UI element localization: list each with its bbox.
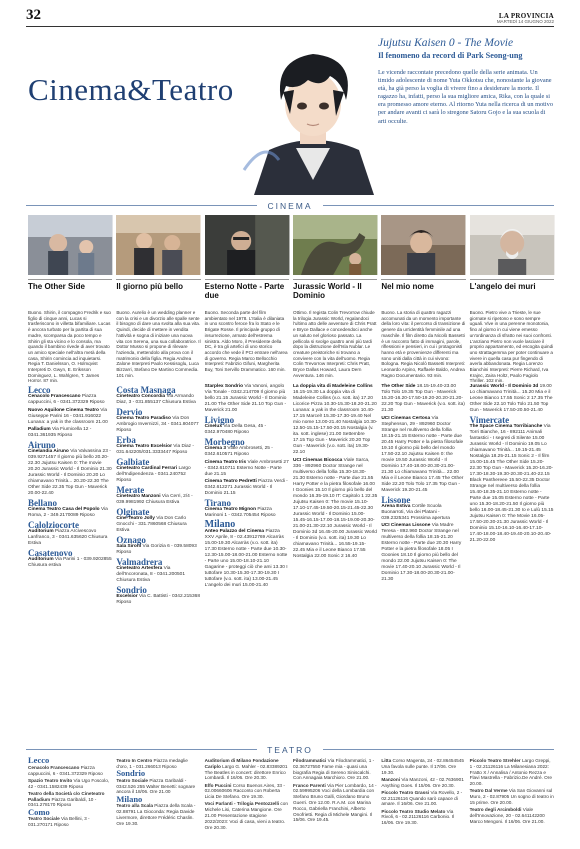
venue-name: Cinema Teatro Casa del Popolo — [28, 507, 100, 513]
venue-schedule: Via Manzoni, 42 - 02.7636901 Anything Goes. Il 15/06. Ore 20.30. — [381, 776, 464, 788]
cinema-band — [26, 199, 554, 212]
city-heading: Dervio — [116, 407, 143, 417]
venue-name: La doppia vita di Madeleine Collins — [293, 384, 373, 389]
venue-name: UCI Cinemas Lissone — [381, 523, 431, 529]
venue-name: Cenacolo Francescano — [28, 394, 81, 399]
venue-name: Starplex Sondrio — [204, 384, 244, 389]
movie-description: Buono. Pietro vive a Trieste, le sue giornate si ripetono e sono sempre uguali. Vive in una perenne monotonia, fino al giorno in cui viene emesso un'ordinanza di sfratto nei suoi confronti. L'anziano Pietro non vuole lasciare il proprio appartamento, ed escogita quindi uno strattagemma per poter continuare a vivere in quella casa pur fingendo di averla abbandonata. Regia Lorenzo Bianchini Interpreti: Pierre Richard, Iva Krajnc, Zaira Holtz, Paolo Fagiolo Thriller. 102 min. — [469, 310, 554, 384]
theatre-listings — [28, 755, 554, 844]
city-heading: Milano — [204, 519, 236, 531]
venue-name: Auditorium — [28, 557, 54, 563]
teatro-band — [26, 743, 554, 756]
venue-entry — [205, 460, 289, 478]
venue-schedule: Via Rivoli, 6 - 02.21126116 Carbonio. Il 16/06. Ore 19.30. — [381, 808, 455, 826]
venue-schedule: con Michele Lisi, Caterina Mangione. Ore 21.00 Presentazione stagione 2022/2023: Voci di casa, vieni a teatro. Ore 20.30. — [204, 801, 288, 830]
venue-name: Piccolo Teatro Grassi — [381, 789, 430, 795]
city-heading: Lecco — [28, 385, 51, 395]
city-heading: Casatenovo — [28, 548, 73, 559]
venue-schedule: Via Roma, 2 - 349.2170089 Riposo — [28, 507, 108, 519]
venue-schedule: Piazza Garibaldi - 0342.526 255 Walter Benetti: sognare ancora il 18/06. Ore 21.00 — [116, 777, 196, 795]
venue-schedule: Largo G. Mahler - 02.83389201 The Beatles in concert: direttore Enrico Lombardi. Il 16/06. Ore 20.30. — [204, 763, 288, 781]
venue-entry — [205, 384, 289, 414]
city-heading: Olginate — [116, 507, 150, 517]
venue-schedule: Piazza cappuccini, 6 - 0341.372329 Riposo — [28, 764, 103, 776]
venue-schedule: Via Don Ambrogio Invernizzi, 34 - 0341.804077 Riposo — [116, 416, 199, 433]
venue-name: Cinelandia Airuno — [28, 449, 69, 455]
venue-entry — [205, 446, 289, 458]
cinema-listings — [28, 384, 554, 740]
venue-entry — [28, 449, 112, 497]
venue-entry — [293, 758, 377, 781]
venue-schedule: Via Ugo Foscolo, 42 - 0341.1582439 Riposo — [28, 777, 110, 789]
venue-name: Manzoni — [381, 776, 401, 782]
venue-schedule: Via C. Battisti - 0342.215368 Riposo — [116, 594, 200, 605]
venue-schedule: Via Giuseppe Parini 16 - 0341.916022 Lunana: a yak in the classroom 21.00 — [28, 407, 108, 425]
poster-nel-mio-nome — [381, 215, 465, 275]
venue-entry — [205, 507, 289, 519]
venue-entry — [116, 494, 200, 506]
listing-column — [205, 384, 289, 740]
city-heading: Bellano — [28, 498, 58, 509]
venue-entry — [470, 788, 554, 805]
venue-schedule: 18.15-19.40-23.00 Tolo Tolo 19.35 Top Gun - Maverick 15.20-16.20-17.50-19.20-20.20-21.20-22.20 Top Gun - Maverick (v.o. sott. ita) 21.30 — [381, 384, 465, 413]
movie-titles-row — [28, 279, 554, 309]
section-title: Cinema&Teatro — [28, 72, 234, 107]
venue-schedule: Viale Ambrosetti, 25 - 0342.610571 Riposo — [204, 446, 273, 457]
venue-entry — [28, 529, 112, 547]
theatre-column — [205, 758, 289, 844]
venue-schedule: Via Fiumicella 12 - 0341.361935 Riposo — [28, 427, 92, 439]
city-heading: Erba — [116, 435, 136, 445]
venue-schedule: Via Cerri, 2/4 - 039.9981992 Chiusura Estiva — [116, 494, 193, 505]
poster-il-giorno-piu-bello — [116, 215, 200, 275]
listing-column — [28, 384, 112, 740]
movie-title: Esterno Notte - Parte due — [205, 279, 289, 309]
city-heading: Morbegno — [204, 437, 245, 447]
listing-column — [293, 384, 377, 740]
header-rule — [26, 26, 554, 27]
movie-description: Buono. La storia di quattro ragazzi accomunati da un momento importante della loro vita: il percorso di transizione di genere da un'identità femminile ad una maschile. Il film diretto da Nicolò Bassetti è un racconto fatto di immagini, parole, riflessioni e pensieri, in cui i protagonisti hanno età e provenienze differenti ma sono uniti dalla città in cui vivono: Bologna. Regia Nicolò Bassetti Interpreti: Leonardo Arpino, Raffaele Baldo, Andrea Ragno Documentario. 93 min. — [381, 310, 466, 378]
venue-name: Cinema Teatro Mignon — [204, 507, 257, 513]
venue-entry — [116, 516, 200, 534]
venue-name: Voci Parlanti - Trilogia Pentozzelli — [204, 801, 280, 807]
venue-name: Piccolo Teatro Strehler — [469, 758, 521, 763]
venue-entry — [28, 557, 112, 569]
venue-name: Jurassic World - Il Dominio 3d — [469, 384, 539, 389]
venue-entry — [28, 778, 112, 790]
venue-name: Teatro della Società c/o Cineteatro Palladium — [28, 790, 105, 802]
movie-description: Buono. Aurelio è un wedding planner e con la crisi e un divorzio alle spalle sente il bisogno di dare una svolta alla sua vita. Quindi, decide di mettere in vendita l'attività e sogna di iniziare una nuova vita con Serena, una sua collaboratrice. Il Dottor Musso si propone di rilevare l'azienda, mettendolo alla prova con il matrimonio della figlia. Regia Andrea Zalone Interpreti Paolo Kessisoglu, Luca Bizzarri, Stefano De Martino Commedia. 101 min. — [116, 310, 201, 378]
venue-schedule: Piazza Verdi - 0342.612271 Jurassic World - Il Dominio 21.15 — [204, 479, 288, 497]
venue-entry — [205, 783, 289, 800]
venue-schedule: Corso Buenos Aires, 33 - 02.00660606 Racconto con Roberta Licia De Stefano. Ore 19.30. — [204, 782, 285, 800]
listing-column — [470, 384, 554, 740]
theatre-column — [28, 755, 112, 844]
movie-descriptions-row — [28, 310, 554, 384]
venue-name: Litta — [381, 758, 392, 763]
theatre-column — [381, 758, 465, 844]
city-heading: Lissone — [381, 494, 411, 505]
venue-schedule: Piazza Marinoni 1 - 0342.705454 Riposo — [204, 507, 276, 519]
venue-schedule: Via Pier Lombardo, 14 - 02.59995206 Voci della Lombardia con Stefano Bruno Galli, Giordano Bruno Guerri. Ore 12.00. R.A.M. con Marina Rocco, Gabriella Franchini, Alberto Onofrietti. Regia di Michele Mangini. Il 15/06. Ore 19.45. — [293, 782, 377, 823]
venue-name: Cinema Teatro Excelsior — [116, 444, 172, 449]
venue-name: Filodrammatici — [293, 758, 327, 763]
venue-schedule: Piazza Arcivescovo Lanfranco, 3 - 0341.635620 Chiusura Estiva — [28, 529, 108, 547]
venue-entry — [205, 801, 289, 830]
venue-name: Cineteatro Cardinal Ferrari — [116, 466, 178, 471]
city-heading: Valmadrera — [116, 557, 163, 567]
venue-name: UCI Cinemas Bicocca — [293, 457, 343, 463]
movie-title: Jurassic World - Il Dominio — [293, 279, 377, 309]
venue-schedule: Cortile Scuola Buonarroti, Via dei Platani - 039.2325341 Prossima apertura — [381, 503, 450, 521]
movie-description: Buono. Shirin, il compagno Fredrik e suo figlio di cinque anni, Lucas si trasferiscono in villetta bifamiliare. Lucas è ancora turbato per la partita di sua madre, scomparsa da poco tempo e Shirin gli sta vicino e lo consola, ma quando il bambino rivede di aver trovato un amico speciale nell'altra metà della casa, Shirin comincia ad inquietarsi. Regia T. Danielsson, O. Holmqvist Interpreti D. Gwyn, E. Eriksson Dominguez, L. Wahlgren, T. James Horror. 87 min. — [28, 310, 111, 384]
venue-schedule: Via Rovello, 2 - 02.21126116 Quando sarò capace di amare. Il 16/06. Ore 21.00. — [381, 789, 463, 807]
venue-entry — [470, 384, 554, 414]
venue-schedule: Via Diaz - 031.642205/031.3333447 Riposo — [116, 444, 195, 455]
venue-schedule: Piazza Garibaldi, 10 - 0341.278170 Riposo — [28, 796, 97, 808]
venue-entry — [28, 427, 112, 439]
venue-name: Cinema Teatro Pedretti — [204, 479, 257, 485]
theatre-column — [116, 758, 200, 844]
venue-name: Cineteatro Artesfera — [116, 566, 163, 571]
venue-entry — [381, 758, 465, 775]
venue-schedule: Viale Sarca, 336 - 892960 Doctor Strange nel multiverso della follia 15.30-18.30-21.30 Esterno notte - Parte due 21.55 Harry Potter e la pietra filosofale 16.00 I Goonies 15.10 Il giorno più bello del mondo 16.35-19.10 IT: Capitolo 1 22.35 Jujutsu Kaisen 0: The movie 15.10-17.10-17.45-19.50-20.15-21.45-22.30 Jurassic World - Il Dominio 15.00-15.45-16.15-17.00-18.15-19.00-20.30-21.00-21.30-22.10 Jurassic World - Il Dominio 3d 16.45-20.00 Jurassic World - Il Dominio (v.o. sott. ita) 19.30 Lo chiamavano Trinità... 16.55-19.15-22.45 Mia e il Leone Bianco 17.55 Nostalgia 22.00 Sonic 2 16.40 — [293, 457, 378, 559]
page-header — [26, 7, 554, 24]
feature-body: Le vicende raccontate precedono quelle della serie animata. Un timido adolescente di nome Yuta Okkotsu che, nonostante la giovane età, ha già perso la voglia di vivere fino a desiderare la morte. Il ragazzo ha, infatti, perso la sua migliore amica, Rika, con la quale si era promesso amore eterno. Al ritorno Yuta nella ricerca di un motivo per andare avanti ci sarà lo stregone Satoru Gojo e la sua scuola di arti occulte. — [378, 69, 553, 125]
venue-schedule: Via Filodrammatici, 1 - 02.36727550 Fame mia - quasi una biografia Regia di Sereno Siniscalchi. Con Annagaia Marchioro. Ore 21.00. — [293, 758, 375, 781]
venue-entry — [381, 809, 465, 826]
venue-name: Sala Sironi — [116, 544, 142, 549]
venue-schedule: Via Stephenson, 29 - 892960 Doctor Strange nel multiverso della follia 18.15-21.15 Esterno notte - Parte due 20.45 Harry Potter e la pietra filosofale 19.10 Il giorno più bello del mondo 17.50-22.10 Jujutsu Kaisen 0: the movie 19.50 Jurassic World - Il Dominio 17.40-18.00-20.30-21.00-21.30 Lo chiamavano Trinità... 22.00 Mia e il Leone Bianco 17.45 The Other Side 22.20 Tolo Tolo 17.35 Top Gun - Maverick 19.20-21.45 — [381, 415, 464, 493]
venue-schedule: Via Valvassina 23 - 039.9271457 Il giorno più bello 20.20-22.30 Jujutsu Kaisen 0: The movie 20.20 Jurassic World - Il Dominio 21.30 Jurassic World - Il Dominio 20.20 Lo chiamavano Trinità... 20.20-22.30 The Other Side 22.35 Top Gun - Maverick 20.00-22.40 — [28, 449, 112, 497]
venue-entry — [470, 424, 554, 544]
venue-schedule: Piazza cappuccini, 6 - 0341.372329 Riposo — [28, 394, 105, 405]
movie-posters — [28, 215, 554, 275]
venue-entry — [205, 424, 289, 436]
venue-name: Teatro alla Scala — [116, 803, 153, 809]
venue-name: Arena Estiva — [381, 503, 411, 509]
venue-entry — [470, 807, 554, 824]
venue-schedule: Piazza medaglie d'oro, 1 - 031.266013 Riposo — [116, 758, 188, 769]
venue-entry — [28, 394, 112, 406]
city-heading: Milano — [116, 793, 143, 804]
venue-entry — [116, 544, 200, 556]
venue-entry — [293, 384, 377, 456]
venue-name: Cine-Teatro Jolly — [116, 516, 155, 521]
venue-entry — [116, 444, 200, 456]
city-heading: Oznago — [116, 535, 146, 545]
venue-schedule: Largo Greppi, 1 - 02.21126116 La Milanesiana 2022: Fratto X / Annalisa / Antonio Rezza e Flavi Mastrella - Fabrizio.De André. Ore 20.00. — [469, 758, 552, 787]
poster-l-angelo-dei-muri — [470, 215, 554, 275]
venue-schedule: Via Armando Diaz, 3 - 031.855137 Chiusura Estiva — [116, 394, 196, 405]
poster-esterno-notte — [205, 215, 289, 275]
issue-date: MARTEDÌ 14 GIUGNO 2022 — [496, 18, 554, 24]
venue-schedule: Viale dell'Innovazione, 20 - 02.641142200 Marco Mengoni. Il 16/06. Ore 21.00. — [469, 807, 545, 824]
venue-entry — [116, 416, 200, 434]
listing-column — [116, 384, 200, 740]
city-heading: Airuno — [28, 440, 56, 451]
venue-name: Anteo Palazzo del Cinema — [204, 529, 265, 535]
theatre-column — [470, 758, 554, 844]
venue-schedule: Via San Giovanni sul Muro, 2 - 02.87905 Un sogno di teatro in 15 prime. Ore 20.00. — [469, 788, 554, 805]
venue-schedule: Via Bellini, 3 - 031.270171 Riposo — [28, 816, 90, 828]
venue-schedule: Corso Magenta, 24 - 02.86454545 Una favola sulle punte. Il 17/06. Ore 19.30. — [381, 758, 464, 775]
venue-entry — [116, 803, 200, 826]
listing-column — [381, 384, 465, 740]
venue-name: Teatro Sociale — [116, 777, 149, 783]
venue-schedule: Via dell'Incoronata, 8 - 0341.200501 Chiusura Estiva — [116, 566, 185, 583]
venue-name: Palladium — [28, 427, 51, 433]
venue-name: The Space Cinema Torribianche — [469, 424, 543, 429]
venue-schedule: Piazza XXV Aprile, 8 - 02.43912769 Alcarràs 15.00-19.30 Alcarràs (v.o. sott. ita) 17.30 Esterno notte - Parte due 10.30-12.30-15.00-18.00-21.00 Esterno notte - Parte uno 15.00-18.10-21.10 Gagarine - proteggi ciò che ami 13.30 I tuttofare 10.30-15.30-17.30-19.30 I tuttofare (v.o. sott. ita) 13.00-21.45 L'angelo dei muri 15.00-21.40 — [204, 529, 288, 589]
venue-entry — [116, 594, 200, 606]
movie-title: The Other Side — [28, 279, 112, 309]
city-heading: Lecco — [28, 755, 50, 765]
venue-entry — [381, 523, 465, 583]
city-heading: Merate — [116, 485, 145, 495]
venue-name: Auditorium di Milano Fondazione Cariplo — [204, 758, 279, 769]
venue-schedule: Via Vanoni, angolo Via Tonale - 0342.214709 Il giorno più bello 21.15 Jurassic World - Il Dominio 21.00 The Other Side 21.10 Top Gun - Maverick 21.00 — [204, 384, 287, 413]
venue-entry — [293, 458, 377, 560]
venue-schedule: Via Gorizia 6 - 039.58093 Riposo — [116, 544, 197, 555]
movie-description: Buono. Seconda parte del film ambientato nel 1978. L'Italia è dilaniata in uno scontro feroce fra lo Stato e le Brigate Rosse. Il principale gruppo di insurrezione, armato dell'estrema sinistra. Aldo Moro, il Presidente della DC, è tra gli artefici di uno storico accordo che vede il PCI entrare nell'area di governo. Regia Marco Bellocchio Interpreti: Fabrizio Gifuni, Margherita Buy, Toni Servillo Drammatico. 160 min. — [204, 310, 288, 373]
venue-schedule: Via Della Gesa, 45 - 0342.970480 Riposo — [204, 424, 267, 435]
venue-name: Cinema Teatro Paradiso — [116, 416, 171, 421]
venue-name: Cineteatro Concordia — [116, 394, 166, 399]
venue-entry — [28, 507, 112, 519]
venue-entry — [381, 504, 465, 522]
movie-title: Il giorno più bello — [116, 279, 200, 309]
venue-schedule: 16.15-19.30 La doppia vita di Madeleine Collins (v.o. sott. ita) 17.20 Licorice Pizza 10.30-15.30-18.20-21.20 Lunana: a yak in the classroom 10.40-17.15 Marcel! 15.30-17.30-19.40 Nel mio nome 13.00-21.40 Nostalgia 10.30-12.50-15.15-17.50-20.15 Nostalgia (v. ita. sott. inglese) 21.00 Settembre 17.15 Top Gun - Maverick 20.20 Top Gun - Maverick (v.o. sott. ita) 19.30-22.10 — [293, 390, 378, 455]
city-heading: Vimercate — [469, 415, 510, 425]
venue-name: Teatro Sociale — [28, 816, 60, 822]
anime-character-illustration — [234, 30, 392, 195]
venue-name: Auditorium — [28, 529, 54, 535]
venue-name: The Other Side — [381, 384, 416, 389]
venue-name: Cenacolo Francescano — [28, 764, 80, 770]
venue-entry — [116, 778, 200, 795]
city-heading: Livigno — [204, 415, 235, 425]
venue-entry — [381, 777, 465, 789]
venue-entry — [470, 758, 554, 787]
city-heading: Calolziocorte — [28, 520, 79, 531]
venue-schedule: Piazza della Scala - 02.88791 La Gioconda: Regia Davide Livermore, direttore Frédéric Chaslin. Ore 19.30. — [116, 803, 196, 826]
venue-schedule: Via Torri Bianche, 16 - 892111 Animali fantastici - I segreti di Silente 15.00 Jurassic World - Il Dominio 19.05 Lo chiamavano Trinità... 19.15-21.45 Nostalgia 18.25-21.15 Sonic 2 - Il film 15.00-15.45 The Other Side 15.20-22.30 Top Gun - Maverick 15.20-16.20-17.30-18.30-19.30-20.30-21.40-22.15 Black Panthereee 15.50-22.35 Doctor Strange nel multiverso della follia 15.40-18.35-21.10 Esterno notte - Parte due 15.05 Esterno notte - Parte uno 15.30-18.20-21.50 Il giorno più bello 16.00-18.45-21.30 Io e Lulù 15.15 Jujutsu Kaisen 0: The Movie 16.05-17.50-20.30-21.30 Jurassic World - Il Dominio 15.10-16.10-16.40-17.10-17.40-18.00-18.40-19.40-20.10-20.40-21.20-22.00 — [469, 424, 554, 543]
venue-schedule: Viale Ambrosetti 27 - 0342.610711 Esterno Notte - Parte due 21.15 — [204, 459, 289, 477]
city-heading: Sondrio — [116, 585, 147, 595]
venue-name: Piccolo Teatro Studio Melato — [381, 808, 446, 814]
venue-entry — [381, 790, 465, 807]
venue-name: Cineteatro Manzoni — [116, 494, 161, 499]
venue-schedule: Largo dell'Indipendenza - 0341.240752 Riposo — [116, 466, 191, 483]
feature-subtitle: Il fenomeno da record di Park Seong-ung — [378, 51, 523, 60]
venue-entry — [205, 479, 289, 497]
city-heading: Sondrio — [116, 767, 146, 778]
movie-description: Ottimo. Il regista Colin Trevorrow chiude la trilogia Jurassic World, regalandoci l'ultimo atto delle avventure di Chris Pratt e Bryce Dallace e concedendoci anche un saluto nel glorioso passato. La pellicola si svolge quattro anni più tardi dopo la distruzione dell'Isla Nublar. Le creature preistoriche si trovano a convivere con la vita dell'uomo. Regia Colin Trevorrow Interpreti: Chris Pratt, Bryce Dallas Howard, Laura Dern Avventura. 146 min. — [293, 310, 377, 378]
venue-schedule: Via Don Carlo Gnocchi - 331.7860568 Chiusura Estiva — [116, 516, 187, 533]
venue-entry — [205, 758, 289, 781]
city-heading: Tirano — [204, 498, 231, 509]
venue-name: Teatro Dal Verme — [469, 788, 508, 794]
venue-entry — [205, 529, 289, 589]
venue-name: Spazio Teatro Invito — [28, 777, 73, 783]
venue-entry — [28, 791, 112, 808]
venue-schedule: Via Parini 1 - 039.9202855 Chiusura estiva — [28, 557, 112, 569]
cinema-band-label: CINEMA — [267, 200, 313, 211]
venue-name: Teatro In Centro — [116, 758, 153, 763]
venue-name: Teatro degli Arcimboldi — [469, 807, 522, 813]
city-heading: Galbiate — [116, 457, 150, 467]
venue-name: Cinema Teatro Iris — [204, 459, 247, 465]
masthead — [497, 13, 554, 25]
teatro-band-label: TEATRO — [267, 744, 313, 755]
venue-entry — [381, 416, 465, 494]
venue-entry — [116, 394, 200, 406]
poster-jurassic-world — [293, 215, 377, 275]
venue-name: Elfo Puccini — [204, 782, 232, 788]
venue-name: Nuovo Aquilone Cinema Teatro — [28, 407, 99, 413]
venue-entry — [28, 408, 112, 426]
theatre-column — [293, 758, 377, 844]
poster-the-other-side — [28, 215, 112, 275]
venue-entry — [381, 384, 465, 414]
venue-entry — [28, 816, 112, 828]
movie-title: Nel mio nome — [381, 279, 465, 309]
feature-title: Jujutsu Kaisen 0 - The Movie — [378, 37, 514, 49]
venue-name: Cinema 3 — [204, 446, 226, 451]
venue-entry — [116, 566, 200, 584]
venue-name: UCI Cinemas Certosa — [381, 415, 431, 421]
venue-name: Excelsior — [116, 594, 138, 599]
venue-entry — [116, 466, 200, 484]
venue-name: Franco Parenti — [293, 782, 326, 788]
venue-schedule: Via Madre Teresa - 892.960 Doctor Strange nel multiverso della follia 18.15-21.20 Esterno notte - Parte due 20.30 Harry Potter e la pietra filosofale 18.05 I Goonies 18.10 Il giorno più bello del mondo 22.00 Jujutsu Kaisen 0: The movie 17.40-20.10 Jurassic World - Il Dominio 17.30-18.00-20.30-21.00-21.30 — [381, 523, 462, 583]
venue-name: Cinelux — [204, 424, 222, 429]
venue-entry — [293, 783, 377, 824]
newspaper-brand: LA PROVINCIA — [498, 11, 554, 20]
venue-entry — [28, 765, 112, 777]
city-heading: Como — [28, 806, 50, 817]
city-heading: Costa Masnaga — [116, 385, 176, 395]
page-number: 32 — [26, 7, 41, 23]
venue-schedule: 19.00 Lo chiamavano Trinità... 15.20 Mia e il Leone Bianco 17.55 Sonic 2 17.35 The Other Side 22.10 Tolo Tolo 21.50 Top Gun - Maverick 17.50-20.50-21.40 — [469, 384, 553, 413]
movie-title: L'angelo dei muri — [470, 279, 554, 309]
